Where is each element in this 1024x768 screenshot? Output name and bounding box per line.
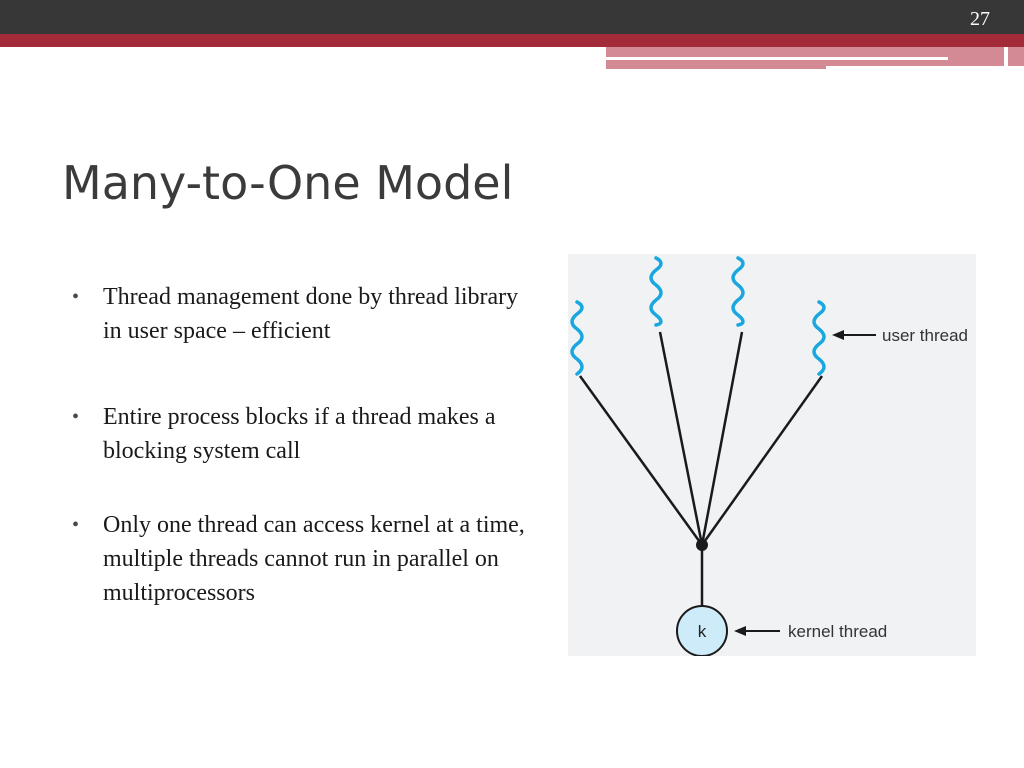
bullet-icon: • [72, 286, 80, 308]
diagram-canvas [568, 254, 976, 656]
slide-number: 27 [970, 8, 990, 30]
thread-link-2 [660, 332, 702, 545]
thread-link-4 [702, 376, 822, 545]
user-thread-1 [572, 302, 582, 374]
bullet-text: Entire process blocks if a thread makes a blocking system call [103, 404, 496, 464]
user-thread-4 [814, 302, 824, 374]
bullet-list [72, 280, 532, 662]
user-thread-3 [733, 258, 743, 325]
user-thread-2 [651, 258, 661, 325]
many-to-one-diagram [568, 254, 976, 656]
header-bar [0, 0, 1024, 34]
thread-link-3 [702, 332, 742, 545]
bullet-item [72, 400, 532, 468]
bullet-item [72, 508, 532, 610]
bullet-icon: • [72, 406, 80, 428]
bullet-icon: • [72, 514, 80, 536]
arrowhead-icon [832, 330, 844, 340]
arrowhead-icon [734, 626, 746, 636]
accent-band [0, 34, 1024, 47]
bullet-item [72, 280, 532, 348]
accent-line-lower [826, 66, 1024, 69]
accent-notch [1004, 47, 1008, 69]
accent-line [606, 57, 948, 60]
slide-title: Many-to-One Model [62, 156, 514, 210]
bullet-text: Only one thread can access kernel at a time, multiple threads cannot run in parallel on multiprocessors [103, 512, 525, 606]
bullet-text: Thread management done by thread library in user space – efficient [103, 284, 519, 344]
kernel-node-label: k [697, 622, 707, 641]
junction-dot [696, 539, 708, 551]
thread-link-1 [580, 376, 702, 545]
user-thread-label: user thread [882, 326, 968, 345]
kernel-thread-label: kernel thread [788, 622, 888, 641]
